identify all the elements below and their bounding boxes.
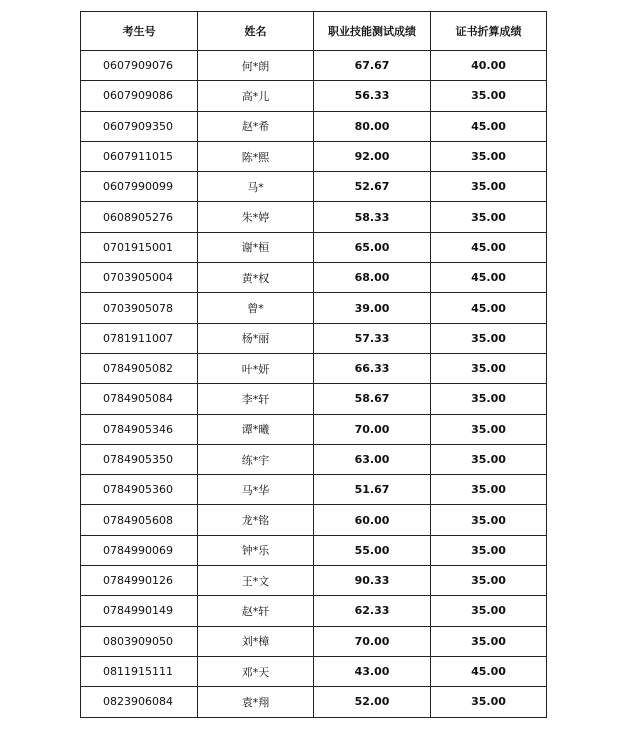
exam-id-cell: 0784905082: [81, 353, 198, 383]
header-name: 姓名: [198, 12, 314, 51]
exam-id-cell: 0781911007: [81, 323, 198, 353]
student-name-cell: 马*: [198, 172, 314, 202]
cert-score-cell: 35.00: [431, 626, 547, 656]
table-row: [81, 81, 547, 111]
exam-id-cell: 0784905608: [81, 505, 198, 535]
exam-id-cell: 0607909076: [81, 51, 198, 81]
exam-id-cell: 0608905276: [81, 202, 198, 232]
skill-score-cell: 58.33: [314, 202, 431, 232]
exam-id-cell: 0701915001: [81, 232, 198, 262]
cert-score-cell: 35.00: [431, 566, 547, 596]
skill-score-cell: 56.33: [314, 81, 431, 111]
student-name-cell: 赵*轩: [198, 596, 314, 626]
skill-score-cell: 52.67: [314, 172, 431, 202]
header-cert-score: 证书折算成绩: [431, 12, 547, 51]
cert-score-cell: 45.00: [431, 111, 547, 141]
skill-score-cell: 58.67: [314, 384, 431, 414]
cert-score-cell: 35.00: [431, 141, 547, 171]
exam-id-cell: 0607909086: [81, 81, 198, 111]
skill-score-cell: 63.00: [314, 444, 431, 474]
table-row: [81, 353, 547, 383]
skill-score-cell: 62.33: [314, 596, 431, 626]
exam-id-cell: 0607911015: [81, 141, 198, 171]
skill-score-cell: 52.00: [314, 687, 431, 717]
student-name-cell: 赵*希: [198, 111, 314, 141]
skill-score-cell: 92.00: [314, 141, 431, 171]
skill-score-cell: 70.00: [314, 626, 431, 656]
student-name-cell: 朱*婷: [198, 202, 314, 232]
exam-id-cell: 0703905078: [81, 293, 198, 323]
skill-score-cell: 51.67: [314, 475, 431, 505]
student-name-cell: 谭*曦: [198, 414, 314, 444]
table-header: [81, 12, 547, 51]
cert-score-cell: 35.00: [431, 384, 547, 414]
cert-score-cell: 35.00: [431, 475, 547, 505]
skill-score-cell: 66.33: [314, 353, 431, 383]
cert-score-cell: 40.00: [431, 51, 547, 81]
table-row: [81, 656, 547, 686]
student-name-cell: 李*轩: [198, 384, 314, 414]
cert-score-cell: 35.00: [431, 202, 547, 232]
cert-score-cell: 35.00: [431, 81, 547, 111]
skill-score-cell: 80.00: [314, 111, 431, 141]
header-row: [81, 12, 547, 51]
cert-score-cell: 35.00: [431, 414, 547, 444]
table-row: [81, 596, 547, 626]
exam-id-cell: 0784990126: [81, 566, 198, 596]
student-name-cell: 王*文: [198, 566, 314, 596]
exam-id-cell: 0703905004: [81, 263, 198, 293]
student-name-cell: 何*朗: [198, 51, 314, 81]
cert-score-cell: 45.00: [431, 293, 547, 323]
skill-score-cell: 60.00: [314, 505, 431, 535]
table-row: [81, 232, 547, 262]
skill-score-cell: 68.00: [314, 263, 431, 293]
exam-id-cell: 0823906084: [81, 687, 198, 717]
cert-score-cell: 35.00: [431, 323, 547, 353]
student-name-cell: 袁*翔: [198, 687, 314, 717]
student-name-cell: 谢*桓: [198, 232, 314, 262]
exam-id-cell: 0811915111: [81, 656, 198, 686]
exam-id-cell: 0784905084: [81, 384, 198, 414]
table-row: [81, 141, 547, 171]
student-name-cell: 陈*熙: [198, 141, 314, 171]
exam-id-cell: 0803909050: [81, 626, 198, 656]
skill-score-cell: 70.00: [314, 414, 431, 444]
student-name-cell: 黄*权: [198, 263, 314, 293]
skill-score-cell: 90.33: [314, 566, 431, 596]
cert-score-cell: 35.00: [431, 172, 547, 202]
skill-score-cell: 57.33: [314, 323, 431, 353]
skill-score-cell: 67.67: [314, 51, 431, 81]
cert-score-cell: 45.00: [431, 263, 547, 293]
student-name-cell: 高*儿: [198, 81, 314, 111]
exam-id-cell: 0784905346: [81, 414, 198, 444]
exam-id-cell: 0607990099: [81, 172, 198, 202]
cert-score-cell: 35.00: [431, 596, 547, 626]
skill-score-cell: 43.00: [314, 656, 431, 686]
skill-score-cell: 39.00: [314, 293, 431, 323]
table-row: [81, 535, 547, 565]
table-row: [81, 687, 547, 717]
table-row: [81, 384, 547, 414]
header-exam-id: 考生号: [81, 12, 198, 51]
table-row: [81, 505, 547, 535]
exam-id-cell: 0784990149: [81, 596, 198, 626]
cert-score-cell: 35.00: [431, 535, 547, 565]
student-name-cell: 刘*樟: [198, 626, 314, 656]
table-row: [81, 263, 547, 293]
table-row: [81, 475, 547, 505]
table-row: [81, 414, 547, 444]
skill-score-cell: 65.00: [314, 232, 431, 262]
cert-score-cell: 35.00: [431, 687, 547, 717]
table-row: [81, 566, 547, 596]
cert-score-cell: 45.00: [431, 656, 547, 686]
skill-score-cell: 55.00: [314, 535, 431, 565]
student-name-cell: 叶*妍: [198, 353, 314, 383]
student-name-cell: 钟*乐: [198, 535, 314, 565]
student-name-cell: 曾*: [198, 293, 314, 323]
cert-score-cell: 35.00: [431, 353, 547, 383]
table-body: [81, 51, 547, 718]
table-row: [81, 111, 547, 141]
table-row: [81, 202, 547, 232]
table-row: [81, 51, 547, 81]
exam-id-cell: 0784905360: [81, 475, 198, 505]
table-row: [81, 323, 547, 353]
table-row: [81, 172, 547, 202]
table-row: [81, 626, 547, 656]
student-name-cell: 龙*铭: [198, 505, 314, 535]
exam-id-cell: 0784990069: [81, 535, 198, 565]
cert-score-cell: 45.00: [431, 232, 547, 262]
student-name-cell: 邓*天: [198, 656, 314, 686]
cert-score-cell: 35.00: [431, 505, 547, 535]
student-name-cell: 马*华: [198, 475, 314, 505]
cert-score-cell: 35.00: [431, 444, 547, 474]
score-table: [80, 11, 547, 718]
table-row: [81, 444, 547, 474]
exam-id-cell: 0784905350: [81, 444, 198, 474]
header-skill-score: 职业技能测试成绩: [314, 12, 431, 51]
table-row: [81, 293, 547, 323]
exam-id-cell: 0607909350: [81, 111, 198, 141]
student-name-cell: 练*宇: [198, 444, 314, 474]
student-name-cell: 杨*丽: [198, 323, 314, 353]
